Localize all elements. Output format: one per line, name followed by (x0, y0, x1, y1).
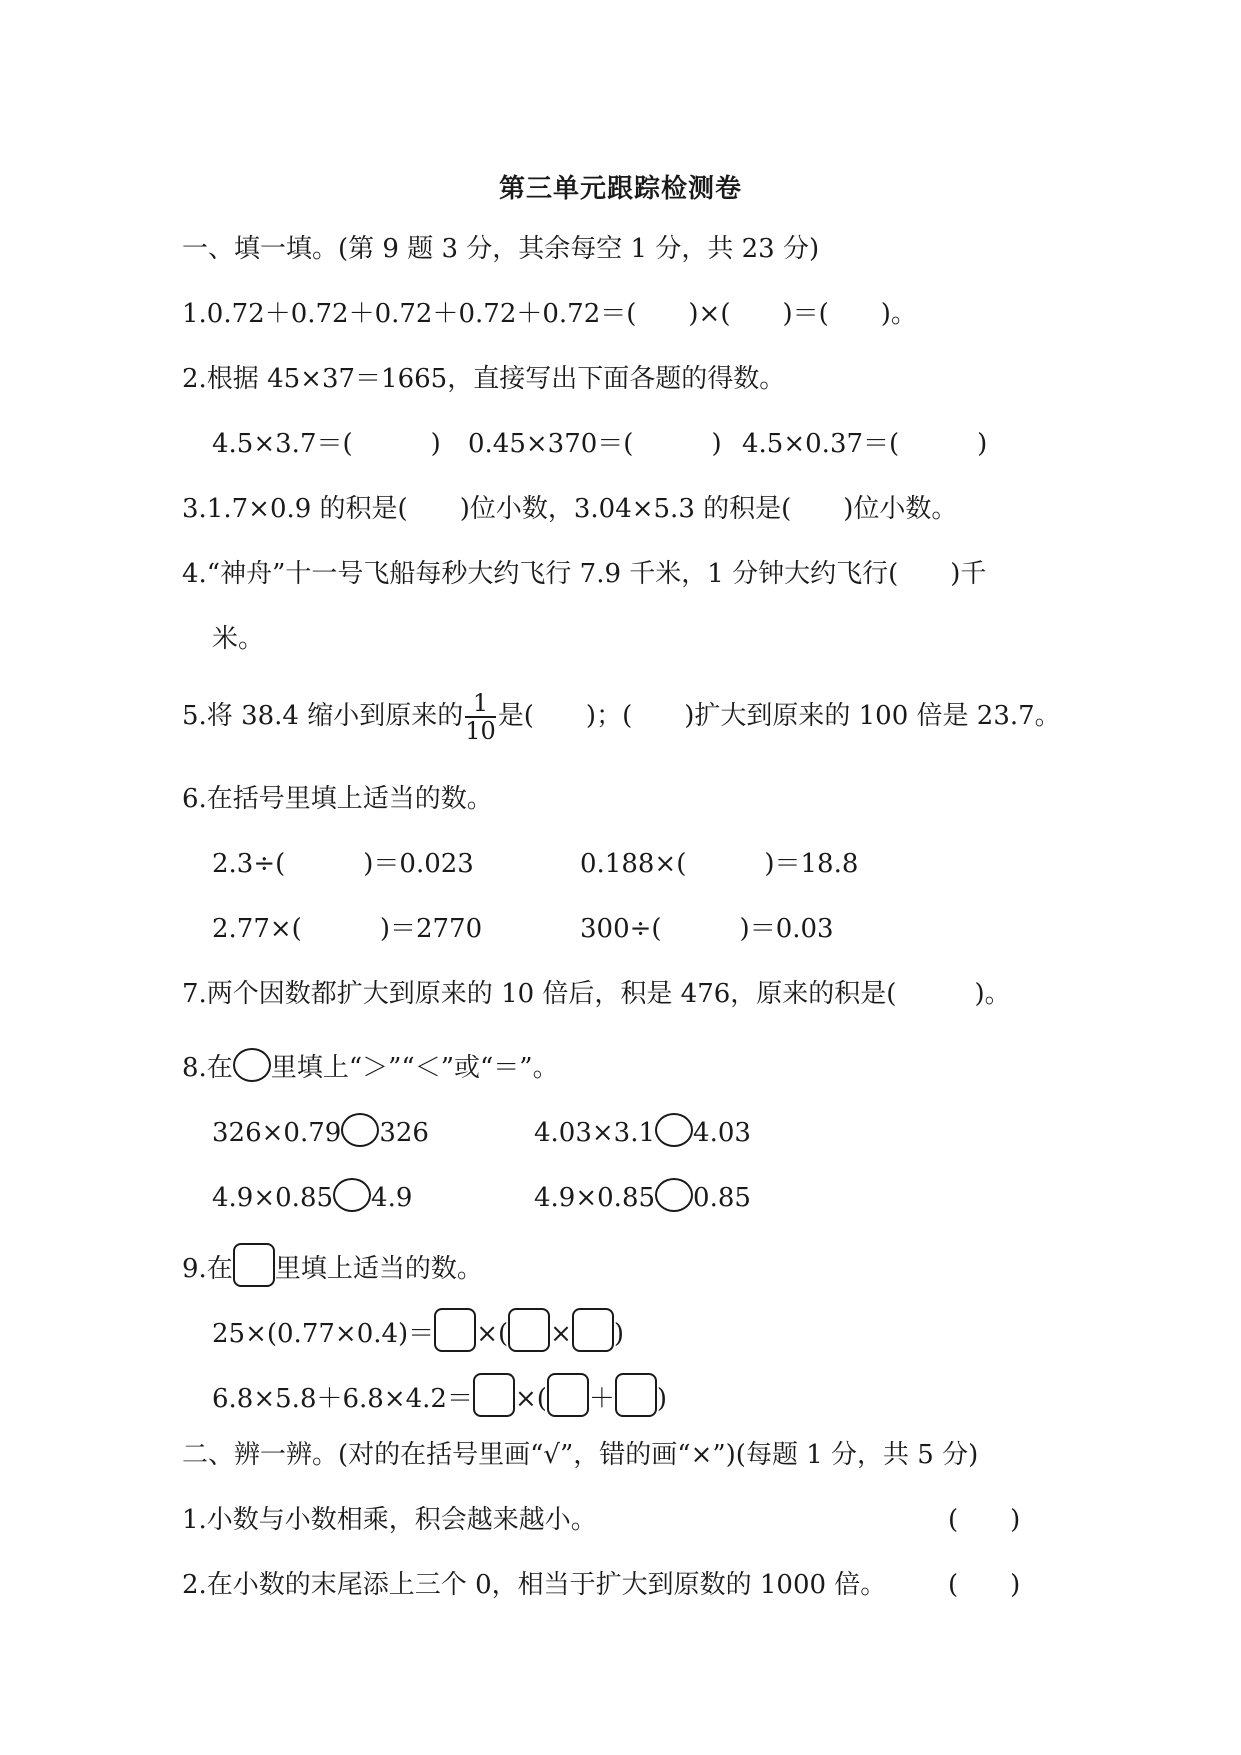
question-9 (182, 1243, 483, 1287)
closing-paren: ) (656, 1384, 668, 1414)
fraction-numerator: 1 (465, 690, 496, 718)
comparison-circle[interactable] (655, 1178, 693, 1212)
question-8-text-b: 里填上“＞”“＜”或“＝”。 (270, 1053, 559, 1083)
operator: ×( (514, 1384, 547, 1414)
expression-right: 4.9 (371, 1183, 413, 1213)
question-8-row2-left (212, 1178, 412, 1215)
question-4-continued: 米。 (212, 624, 265, 654)
judge-answer-1[interactable]: ( ) (948, 1505, 1021, 1535)
comparison-circle[interactable] (333, 1178, 371, 1212)
expression-right: 4.03 (693, 1118, 751, 1148)
expression-left: 6.8×5.8＋6.8×4.2＝ (212, 1384, 473, 1414)
judge-question-2: 2.在小数的末尾添上三个 0，相当于扩大到原数的 1000 倍。 (182, 1570, 887, 1600)
answer-box[interactable] (434, 1308, 476, 1352)
expression-right: 326 (379, 1118, 429, 1148)
question-8 (182, 1048, 559, 1085)
question-8-row2-right (534, 1178, 751, 1215)
question-8-text-a: 8.在 (182, 1053, 233, 1083)
question-6d: 300÷( )＝0.03 (580, 914, 834, 944)
question-9-row2 (212, 1373, 667, 1417)
question-5 (182, 690, 1061, 744)
question-9-text-a: 9.在 (182, 1254, 233, 1284)
judge-question-1: 1.小数与小数相乘，积会越来越小。 (182, 1505, 597, 1535)
answer-box[interactable] (473, 1373, 515, 1417)
question-2c: 4.5×0.37＝( ) (742, 429, 988, 459)
question-6: 6.在括号里填上适当的数。 (182, 784, 493, 814)
question-9-row1 (212, 1308, 624, 1352)
comparison-circle[interactable] (341, 1113, 379, 1147)
question-3: 3.1.7×0.9 的积是( )位小数，3.04×5.3 的积是( )位小数。 (182, 494, 958, 524)
question-1: 1.0.72＋0.72＋0.72＋0.72＋0.72＝( )×( )＝( )。 (182, 299, 917, 329)
expression-left: 4.03×3.1 (534, 1118, 656, 1148)
question-5-text-a: 5.将 38.4 缩小到原来的 (182, 701, 464, 731)
question-5-text-b: 是( )；( )扩大到原来的 100 倍是 23.7。 (497, 701, 1061, 731)
question-8-row1-right (534, 1113, 751, 1150)
operator: × (550, 1319, 572, 1349)
operator: ＋ (588, 1384, 615, 1414)
question-8-row1-left (212, 1113, 429, 1150)
question-7: 7.两个因数都扩大到原来的 10 倍后，积是 476，原来的积是( )。 (182, 979, 1011, 1009)
answer-box[interactable] (547, 1373, 589, 1417)
section-1-heading: 一、填一填。(第 9 题 3 分，其余每空 1 分，共 23 分) (182, 234, 820, 264)
fraction-denominator: 10 (465, 717, 496, 745)
expression-right: 0.85 (693, 1183, 751, 1213)
closing-paren: ) (613, 1319, 625, 1349)
expression-left: 4.9×0.85 (534, 1183, 656, 1213)
question-2: 2.根据 45×37＝1665，直接写出下面各题的得数。 (182, 364, 786, 394)
expression-left: 326×0.79 (212, 1118, 342, 1148)
question-2b: 0.45×370＝( ) (468, 429, 722, 459)
question-9-text-b: 里填上适当的数。 (274, 1254, 483, 1284)
comparison-circle[interactable] (655, 1113, 693, 1147)
page-title: 第三单元跟踪检测卷 (498, 174, 742, 204)
comparison-circle-example (233, 1048, 271, 1082)
answer-box[interactable] (615, 1373, 657, 1417)
question-2a: 4.5×3.7＝( ) (212, 429, 441, 459)
answer-box[interactable] (508, 1308, 550, 1352)
question-6b: 0.188×( )＝18.8 (580, 849, 859, 879)
answer-box[interactable] (572, 1308, 614, 1352)
question-6c: 2.77×( )＝2770 (212, 914, 483, 944)
expression-left: 25×(0.77×0.4)＝ (212, 1319, 435, 1349)
question-4: 4.“神舟”十一号飞船每秒大约飞行 7.9 千米，1 分钟大约飞行( )千 (182, 559, 987, 589)
judge-answer-2[interactable]: ( ) (948, 1570, 1021, 1600)
expression-left: 4.9×0.85 (212, 1183, 334, 1213)
question-6a: 2.3÷( )＝0.023 (212, 849, 474, 879)
answer-box-example (233, 1243, 275, 1287)
operator: ×( (476, 1319, 509, 1349)
section-2-heading: 二、辨一辨。(对的在括号里画“√”，错的画“×”)(每题 1 分，共 5 分) (182, 1440, 979, 1470)
fraction-one-tenth (465, 690, 496, 744)
